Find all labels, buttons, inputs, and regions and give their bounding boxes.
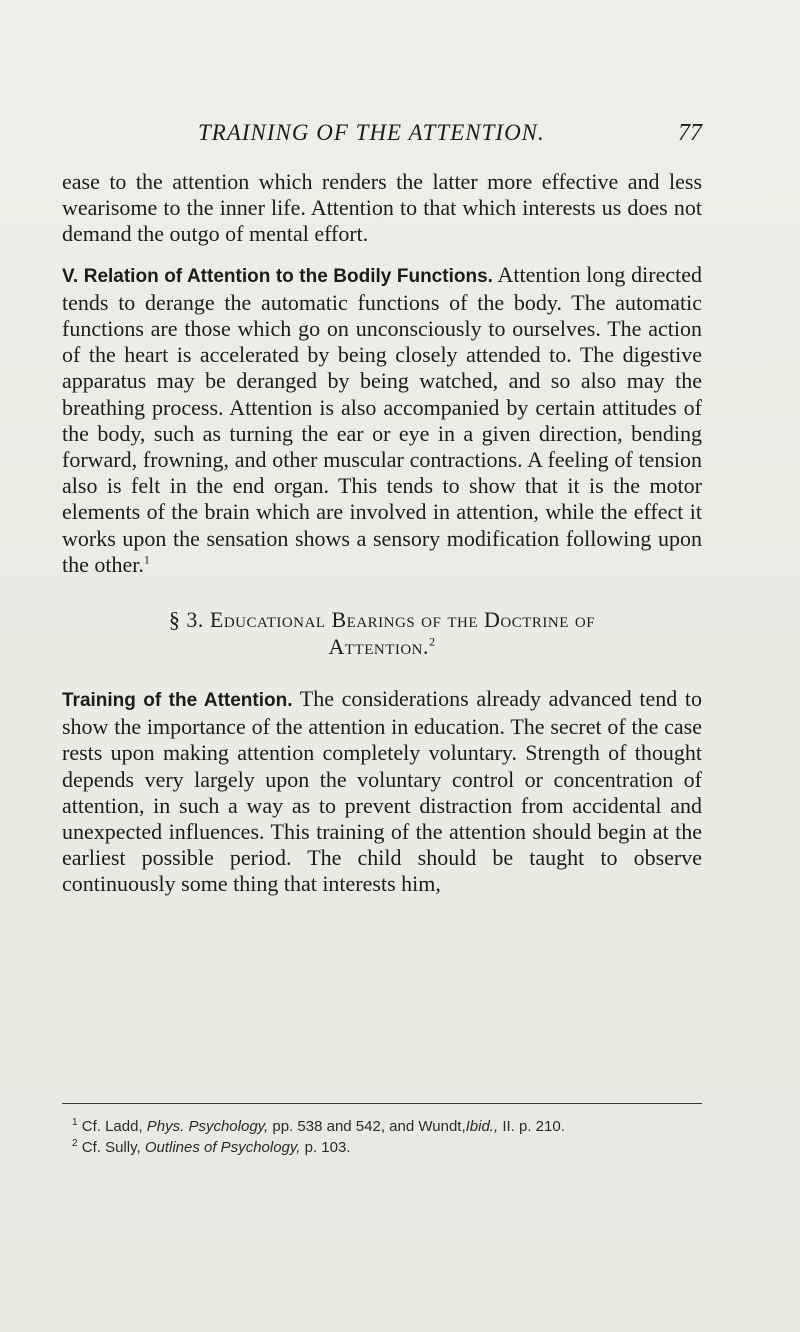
footnote-2-mark: 2 — [72, 1138, 78, 1149]
section-v-text: Attention long directed tends to derange the automatic functions of the body. The automatic functions are those which go on unconsciously to ourselves. The action of the heart is accelerated by being closely attended to. The digestive apparatus may be deranged by being watched, and so also may the breathing process. Attention is also accompanied by certain attitudes of the body, such as turning the ear or eye in a given direction, bending forward, frowning, and other muscular contractions. A feeling of tension also is felt in the end organ. This tends to show that it is the motor elements of the brain which are involved in attention, while the effect it works upon the sensation shows a sensory modification following upon the other. — [62, 261, 702, 577]
footnote-2-title: Outlines of Psychology, — [144, 1139, 301, 1156]
training-paragraph — [62, 686, 702, 898]
running-head — [62, 120, 702, 160]
footnote-1-title: Phys. Psychology, — [146, 1118, 269, 1135]
footnotes — [62, 1103, 702, 1158]
section-v-paragraph — [62, 262, 702, 578]
footnote-ref-1: 1 — [143, 552, 150, 567]
footnote-2-post: p. 103. — [300, 1139, 351, 1156]
section-v-heading: V. Relation of Attention to the Bodily Functions. — [62, 265, 493, 287]
chapter-heading-line-1: § 3. Educational Bearings of the Doctrine of — [168, 607, 596, 633]
footnote-ref-2: 2 — [429, 634, 436, 649]
footnote-1-title2: Ibid., — [465, 1118, 499, 1135]
body-text — [62, 169, 702, 898]
footnote-1 — [62, 1116, 702, 1137]
footnote-2-pre: Cf. Sully, — [81, 1139, 145, 1156]
chapter-heading — [62, 606, 702, 660]
footnote-2 — [62, 1137, 702, 1158]
footnote-1-mid: pp. 538 and 542, and Wundt, — [268, 1118, 466, 1135]
training-heading: Training of the Attention. — [62, 690, 293, 712]
footnote-1-pre: Cf. Ladd, — [81, 1118, 147, 1135]
chapter-heading-line-2: Attention. — [328, 634, 430, 660]
page-number: 77 — [678, 120, 702, 146]
footnote-1-mark: 1 — [72, 1117, 78, 1128]
paragraph-continuation: ease to the attention which renders the latter more effective and less wearisome to the inner life. Attention to that which interests us does not demand the outgo of mental effort. — [62, 169, 702, 247]
footnote-rule — [62, 1103, 702, 1104]
training-text: The considerations already advanced tend to show the importance of the attention in education. The secret of the case rests upon making attention completely voluntary. Strength of thought depends very largely upon the voluntary control or concentration of attention, in such a way as to prevent distraction from accidental and unexpected influences. This training of the attention should begin at the earliest possible period. The child should be taught to observe continuously some thing that interests him, — [62, 686, 702, 897]
footnote-1-post: II. p. 210. — [498, 1118, 565, 1135]
running-title: TRAINING OF THE ATTENTION. — [198, 120, 545, 145]
